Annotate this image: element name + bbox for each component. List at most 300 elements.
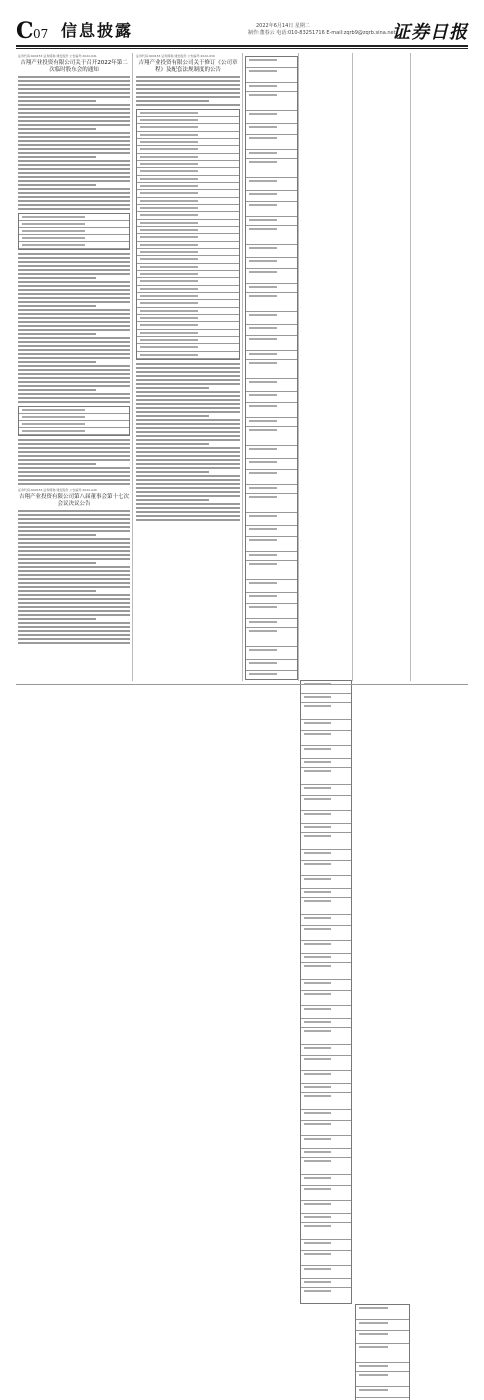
table-row bbox=[137, 344, 239, 352]
table-row bbox=[246, 269, 297, 284]
text-line bbox=[18, 447, 130, 449]
text-line bbox=[18, 281, 130, 283]
table-row bbox=[246, 293, 297, 312]
table-row bbox=[301, 1214, 351, 1223]
table-row bbox=[301, 941, 351, 954]
article-body bbox=[18, 510, 130, 644]
table-row bbox=[246, 312, 297, 325]
table-row bbox=[137, 322, 239, 330]
text-line bbox=[18, 610, 130, 612]
table-row bbox=[301, 720, 351, 731]
text-line bbox=[18, 642, 130, 644]
table-row bbox=[137, 183, 239, 190]
text-line bbox=[18, 144, 130, 146]
table-row bbox=[137, 124, 239, 132]
text-line bbox=[18, 586, 130, 588]
table-row bbox=[246, 593, 297, 604]
text-line bbox=[18, 377, 130, 379]
text-line bbox=[18, 176, 130, 178]
table-row bbox=[246, 485, 297, 494]
table-row bbox=[246, 628, 297, 647]
article-table bbox=[136, 109, 240, 360]
text-line bbox=[136, 519, 240, 521]
table-row bbox=[301, 850, 351, 861]
table-row bbox=[301, 915, 351, 926]
table-row bbox=[301, 768, 351, 785]
column-divider bbox=[242, 53, 243, 681]
table-row bbox=[301, 1093, 351, 1110]
text-line bbox=[18, 180, 130, 182]
table-row bbox=[301, 1186, 351, 1201]
column-1 bbox=[18, 54, 130, 682]
text-line bbox=[18, 309, 130, 311]
text-line bbox=[18, 265, 130, 267]
table-row bbox=[246, 159, 297, 178]
text-line bbox=[136, 391, 240, 393]
text-line bbox=[18, 590, 96, 592]
text-line bbox=[136, 367, 240, 369]
text-line bbox=[18, 192, 130, 194]
article-body bbox=[18, 76, 130, 210]
text-line bbox=[136, 475, 240, 477]
text-line bbox=[136, 507, 240, 509]
table-row bbox=[246, 470, 297, 485]
text-line bbox=[18, 634, 130, 636]
table-row bbox=[246, 360, 297, 379]
text-line bbox=[136, 383, 240, 385]
header-rule bbox=[16, 45, 468, 47]
text-line bbox=[18, 451, 130, 453]
table-row bbox=[246, 446, 297, 459]
table-row bbox=[301, 824, 351, 833]
text-line bbox=[18, 140, 130, 142]
text-line bbox=[18, 526, 130, 528]
text-line bbox=[18, 562, 96, 564]
text-line bbox=[18, 514, 130, 516]
text-line bbox=[18, 389, 96, 391]
table-row bbox=[246, 647, 297, 660]
table-row bbox=[137, 256, 239, 264]
text-line bbox=[18, 112, 130, 114]
text-line bbox=[18, 393, 130, 395]
table-row bbox=[356, 1363, 409, 1372]
stock-line: 证券代码:600153 证券简称:建发股份 公告编号:2022-039 bbox=[136, 54, 215, 58]
text-line bbox=[136, 459, 240, 461]
text-line bbox=[18, 261, 130, 263]
text-line bbox=[18, 443, 130, 445]
text-line bbox=[136, 88, 240, 90]
table-row bbox=[356, 1387, 409, 1398]
text-line bbox=[18, 136, 130, 138]
table-row bbox=[246, 258, 297, 269]
table-row bbox=[246, 526, 297, 537]
footer-rule bbox=[16, 684, 468, 685]
table-row bbox=[246, 513, 297, 526]
text-line bbox=[136, 415, 209, 417]
article-table bbox=[18, 406, 130, 436]
table-row bbox=[246, 135, 297, 150]
text-line bbox=[18, 269, 130, 271]
text-line bbox=[18, 630, 130, 632]
table-row bbox=[301, 1045, 351, 1056]
text-line bbox=[18, 100, 96, 102]
text-line bbox=[18, 108, 130, 110]
text-line bbox=[18, 598, 130, 600]
text-line bbox=[18, 542, 130, 544]
text-line bbox=[18, 439, 130, 441]
table-row bbox=[246, 226, 297, 245]
text-line bbox=[136, 447, 240, 449]
stock-line: 证券代码:600153 证券简称:建发股份 公告编号:2022-041 bbox=[18, 54, 97, 58]
table-row bbox=[137, 220, 239, 227]
text-line bbox=[18, 188, 130, 190]
text-line bbox=[18, 116, 130, 118]
text-line bbox=[136, 96, 240, 98]
text-line bbox=[18, 622, 130, 624]
table-row bbox=[246, 392, 297, 403]
text-line bbox=[18, 277, 96, 279]
text-line bbox=[18, 128, 96, 130]
table-row bbox=[137, 234, 239, 242]
table-row bbox=[137, 330, 239, 337]
text-line bbox=[18, 546, 130, 548]
table-row bbox=[301, 1056, 351, 1071]
text-line bbox=[18, 373, 130, 375]
text-line bbox=[136, 375, 240, 377]
table-row bbox=[301, 1266, 351, 1279]
table-row bbox=[301, 746, 351, 759]
text-line bbox=[18, 475, 130, 477]
text-line bbox=[18, 152, 130, 154]
text-line bbox=[136, 387, 209, 389]
text-line bbox=[136, 427, 240, 429]
text-line bbox=[18, 317, 130, 319]
text-line bbox=[136, 84, 240, 86]
section-title: 信息披露 bbox=[61, 21, 134, 40]
text-line bbox=[136, 431, 240, 433]
text-line bbox=[18, 357, 130, 359]
text-line bbox=[136, 92, 240, 94]
text-line bbox=[18, 160, 130, 162]
table-row bbox=[137, 117, 239, 124]
text-line bbox=[136, 439, 240, 441]
section-letter: C bbox=[16, 18, 34, 44]
text-line bbox=[18, 184, 96, 186]
article-body bbox=[18, 439, 130, 485]
table-row bbox=[301, 1175, 351, 1186]
table-row bbox=[246, 150, 297, 159]
text-line bbox=[136, 100, 209, 102]
text-line bbox=[18, 614, 130, 616]
table-row bbox=[356, 1305, 409, 1320]
date-line: 2022年6月14日 星期二 bbox=[256, 23, 310, 29]
table-row bbox=[246, 604, 297, 619]
table-row bbox=[137, 264, 239, 271]
text-line bbox=[136, 76, 240, 78]
table-row bbox=[137, 271, 239, 278]
text-line bbox=[18, 483, 130, 485]
text-line bbox=[18, 301, 130, 303]
text-line bbox=[18, 92, 130, 94]
text-line bbox=[18, 574, 130, 576]
table-row bbox=[301, 681, 351, 694]
text-line bbox=[18, 208, 130, 210]
text-line bbox=[18, 522, 130, 524]
table-row bbox=[301, 1288, 351, 1304]
text-line bbox=[18, 518, 130, 520]
table-row bbox=[246, 351, 297, 360]
text-line bbox=[18, 257, 130, 259]
text-line bbox=[136, 499, 209, 501]
text-line bbox=[18, 530, 130, 532]
table-row bbox=[246, 111, 297, 124]
text-line bbox=[18, 369, 130, 371]
text-line bbox=[18, 578, 130, 580]
text-line bbox=[136, 471, 209, 473]
text-line bbox=[136, 423, 240, 425]
text-line bbox=[18, 570, 130, 572]
text-line bbox=[18, 124, 130, 126]
text-line bbox=[18, 566, 130, 568]
text-line bbox=[136, 451, 240, 453]
table-row bbox=[137, 242, 239, 249]
table-row bbox=[137, 161, 239, 168]
table-row bbox=[246, 403, 297, 418]
newspaper-logo: 证券日报 bbox=[392, 22, 468, 43]
table-row bbox=[246, 178, 297, 191]
text-line bbox=[18, 337, 130, 339]
text-line bbox=[18, 253, 130, 255]
text-line bbox=[18, 538, 130, 540]
table-row bbox=[137, 315, 239, 322]
column-3-table bbox=[245, 56, 298, 680]
table-row bbox=[301, 1028, 351, 1045]
table-row bbox=[137, 154, 239, 161]
text-line bbox=[18, 305, 96, 307]
text-line bbox=[18, 289, 130, 291]
table-row bbox=[246, 459, 297, 470]
table-row bbox=[246, 83, 297, 92]
table-row bbox=[246, 552, 297, 561]
table-row bbox=[246, 124, 297, 135]
table-row bbox=[301, 1149, 351, 1158]
text-line bbox=[136, 407, 240, 409]
text-line bbox=[136, 491, 240, 493]
table-row bbox=[246, 325, 297, 336]
column-5-table bbox=[355, 1304, 410, 1400]
text-line bbox=[18, 467, 130, 469]
table-row bbox=[246, 92, 297, 111]
column-divider bbox=[410, 53, 411, 681]
table-row bbox=[246, 671, 297, 680]
table-row bbox=[301, 1071, 351, 1084]
text-line bbox=[18, 168, 130, 170]
text-line bbox=[136, 80, 240, 82]
table-row bbox=[301, 889, 351, 898]
table-row bbox=[137, 212, 239, 220]
column-divider bbox=[132, 53, 133, 681]
text-line bbox=[18, 84, 130, 86]
table-row bbox=[246, 245, 297, 258]
table-row bbox=[301, 833, 351, 850]
text-line bbox=[18, 381, 130, 383]
text-line bbox=[18, 104, 130, 106]
table-row bbox=[301, 694, 351, 703]
text-line bbox=[18, 120, 130, 122]
table-row bbox=[246, 537, 297, 552]
table-row bbox=[246, 217, 297, 226]
text-line bbox=[18, 333, 96, 335]
table-row bbox=[301, 861, 351, 876]
text-line bbox=[18, 602, 130, 604]
text-line bbox=[136, 379, 240, 381]
text-line bbox=[18, 554, 130, 556]
text-line bbox=[18, 341, 130, 343]
table-row bbox=[137, 278, 239, 286]
text-line bbox=[18, 164, 130, 166]
column-2 bbox=[136, 54, 240, 682]
table-row bbox=[137, 110, 239, 117]
contact-line: 制作:董春云 电话:010-83251716 E-mail:zqrb9@zqrb.sina.net bbox=[248, 30, 396, 36]
table-row bbox=[301, 1240, 351, 1251]
table-row bbox=[137, 337, 239, 344]
table-row bbox=[301, 1019, 351, 1028]
table-row bbox=[301, 703, 351, 720]
text-line bbox=[18, 325, 130, 327]
text-line bbox=[18, 297, 130, 299]
text-line bbox=[18, 479, 130, 481]
text-line bbox=[18, 365, 130, 367]
table-row bbox=[246, 68, 297, 83]
table-row bbox=[301, 1006, 351, 1019]
text-line bbox=[136, 515, 240, 517]
column-divider bbox=[298, 53, 299, 681]
text-line bbox=[136, 495, 240, 497]
text-line bbox=[18, 345, 130, 347]
text-line bbox=[136, 411, 240, 413]
text-line bbox=[18, 510, 130, 512]
text-line bbox=[18, 606, 130, 608]
text-line bbox=[136, 483, 240, 485]
table-row bbox=[137, 198, 239, 205]
table-row bbox=[137, 139, 239, 146]
table-row bbox=[246, 494, 297, 513]
article-title: 吉翔产业投资有限公司第八届董事会第十七次会议决议公告 bbox=[18, 494, 129, 507]
text-line bbox=[18, 618, 96, 620]
text-line bbox=[18, 96, 130, 98]
text-line bbox=[18, 455, 130, 457]
text-line bbox=[18, 196, 130, 198]
table-row bbox=[301, 991, 351, 1006]
text-line bbox=[136, 463, 240, 465]
text-line bbox=[136, 104, 240, 106]
text-line bbox=[136, 435, 240, 437]
table-row bbox=[246, 561, 297, 580]
text-line bbox=[136, 403, 240, 405]
table-row bbox=[301, 963, 351, 980]
text-line bbox=[18, 582, 130, 584]
column-divider bbox=[352, 53, 353, 681]
table-row bbox=[301, 1084, 351, 1093]
table-row bbox=[246, 580, 297, 593]
stock-line: 证券代码:600153 证券简称:建发股份 公告编号:2022-040 bbox=[18, 488, 97, 492]
header-rule-thin bbox=[16, 48, 468, 49]
text-line bbox=[18, 385, 130, 387]
table-row bbox=[246, 660, 297, 671]
table-row bbox=[246, 202, 297, 217]
text-line bbox=[18, 273, 130, 275]
table-row bbox=[301, 1136, 351, 1149]
table-row bbox=[301, 926, 351, 941]
text-line bbox=[136, 503, 240, 505]
table-row bbox=[246, 418, 297, 427]
text-line bbox=[18, 471, 130, 473]
table-row bbox=[137, 286, 239, 293]
text-line bbox=[18, 80, 130, 82]
text-line bbox=[136, 395, 240, 397]
article-title: 吉翔产业投资有限公司关于修订《公司章程》及配套法规制度的公告 bbox=[138, 60, 238, 73]
text-line bbox=[18, 172, 130, 174]
table-row bbox=[356, 1398, 409, 1400]
table-row bbox=[301, 876, 351, 889]
table-row bbox=[137, 168, 239, 176]
table-row bbox=[301, 1110, 351, 1121]
text-line bbox=[18, 353, 130, 355]
table-row bbox=[301, 1201, 351, 1214]
text-line bbox=[136, 399, 240, 401]
section-number: 07 bbox=[33, 27, 49, 41]
text-line bbox=[136, 419, 240, 421]
text-line bbox=[18, 313, 130, 315]
table-row bbox=[356, 1320, 409, 1331]
table-row bbox=[246, 379, 297, 392]
table-row bbox=[301, 954, 351, 963]
table-row bbox=[301, 1279, 351, 1288]
text-line bbox=[18, 293, 130, 295]
text-line bbox=[18, 88, 130, 90]
text-line bbox=[18, 594, 130, 596]
table-row bbox=[301, 796, 351, 811]
text-line bbox=[136, 511, 240, 513]
text-line bbox=[136, 363, 240, 365]
text-line bbox=[136, 487, 240, 489]
column-4-table bbox=[300, 680, 352, 1304]
text-line bbox=[18, 397, 130, 399]
table-row bbox=[137, 176, 239, 183]
table-row bbox=[137, 308, 239, 315]
article-body bbox=[136, 76, 240, 106]
table-row bbox=[356, 1331, 409, 1344]
text-line bbox=[136, 455, 240, 457]
text-line bbox=[18, 401, 130, 403]
text-line bbox=[18, 459, 130, 461]
table-row bbox=[137, 249, 239, 256]
table-row bbox=[137, 132, 239, 139]
table-row bbox=[301, 1121, 351, 1136]
table-row bbox=[246, 619, 297, 628]
table-row bbox=[301, 759, 351, 768]
article-body bbox=[18, 253, 130, 403]
text-line bbox=[18, 285, 130, 287]
table-row bbox=[246, 336, 297, 351]
table-row bbox=[356, 1344, 409, 1363]
article-body bbox=[136, 363, 240, 521]
text-line bbox=[18, 558, 130, 560]
table-row bbox=[301, 731, 351, 746]
table-row bbox=[137, 227, 239, 234]
text-line bbox=[18, 626, 130, 628]
table-row bbox=[301, 898, 351, 915]
